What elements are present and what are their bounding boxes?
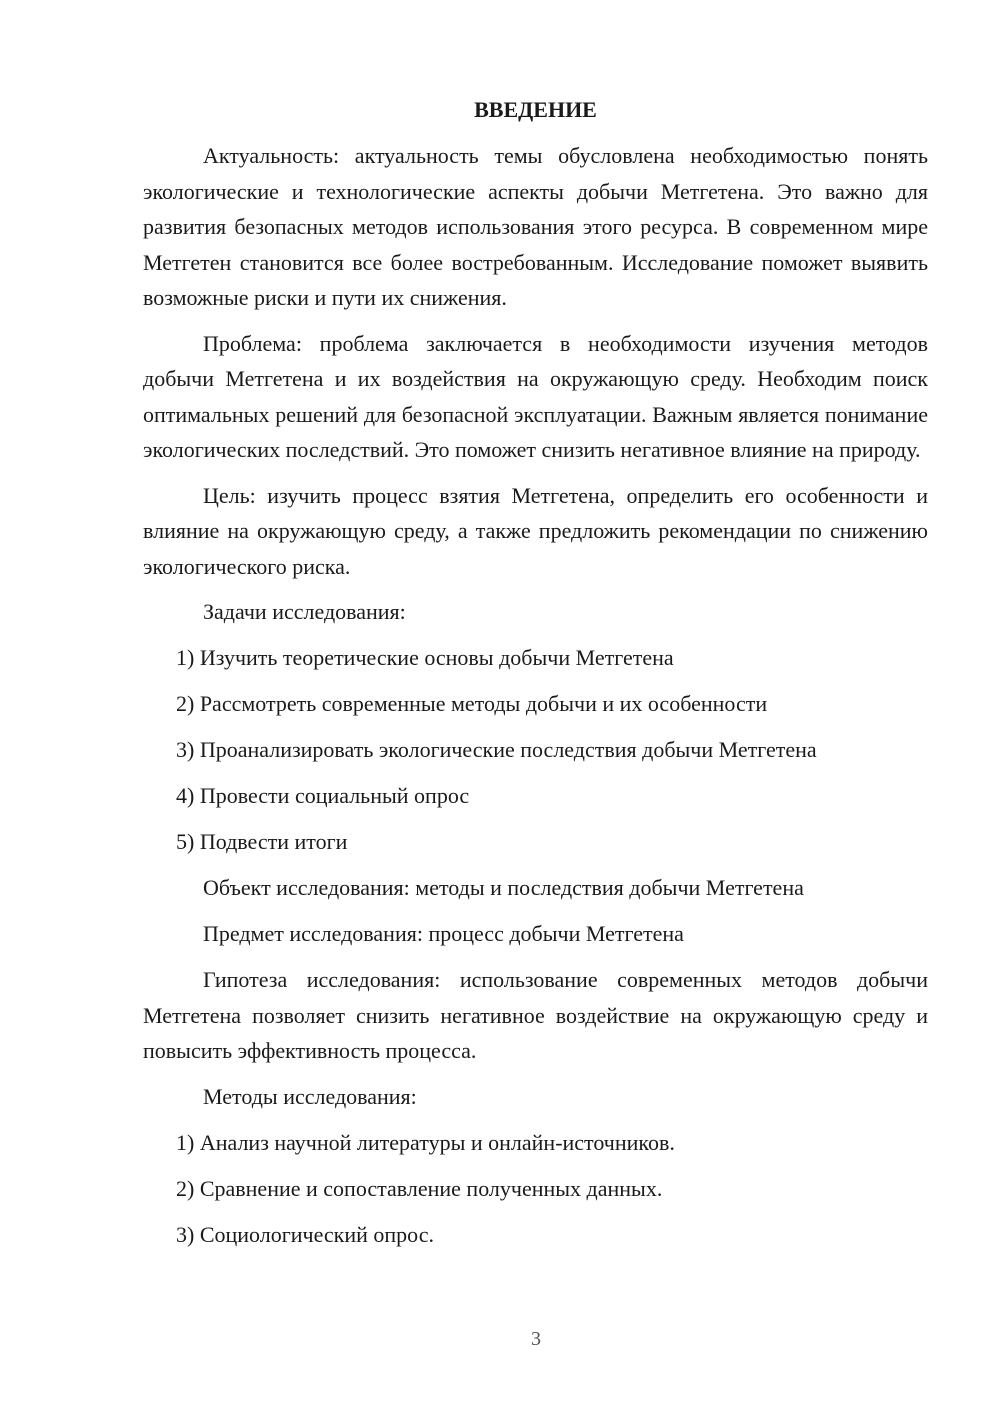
list-item: 2) Сравнение и сопоставление полученных данных. [176, 1175, 663, 1201]
list-item: 5) Подвести итоги [176, 829, 348, 854]
research-object: Объект исследования: методы и последствия добычи Метгетена [203, 875, 804, 900]
list-item: 1) Изучить теоретические основы добычи Метгетена [176, 645, 674, 670]
paragraph-goal: Цель: изучить процесс взятия Метгетена, определить его особенности и влияние на окружающую среду, а также предложить рекомендации по снижению экологического риска. [143, 482, 928, 579]
list-item: 2) Рассмотреть современные методы добычи и их особенности [176, 691, 768, 716]
list-item: 1) Анализ научной литературы и онлайн-источников. [176, 1129, 675, 1155]
list-item: 4) Провести социальный опрос [176, 783, 470, 808]
list-item: 3) Проанализировать экологические последствия добычи Метгетена [176, 737, 817, 762]
paragraph-hypothesis: Гипотеза исследования: использование современных методов добычи Метгетена позволяет снизить негативное воздействие на окружающую среду и повысить эффективность процесса. [143, 967, 928, 1063]
page-content [143, 92, 928, 1263]
methods-heading: Методы исследования: [203, 1083, 417, 1109]
section-title: ВВЕДЕНИЕ [474, 97, 597, 122]
tasks-list [143, 640, 928, 860]
page-number: 3 [531, 1328, 541, 1350]
paragraph-relevance: Актуальность: актуальность темы обусловлена необходимостью понять экологические и технологические аспекты добычи Метгетена. Это важно для развития безопасных методов использования этого ресурса. В современном мире Метгетен становится все более востребованным. Исследование поможет выявить возможные риски и пути их снижения. [143, 143, 928, 310]
tasks-heading: Задачи исследования: [203, 599, 406, 624]
paragraph-problem: Проблема: проблема заключается в необходимости изучения методов добычи Метгетена и их воздействия на окружающую среду. Необходим поиск оптимальных решений для безопасной эксплуатации. Важным является понимание экологических последствий. Это поможет снизить негативное влияние на природу. [143, 330, 928, 462]
list-item: 3) Социологический опрос. [176, 1221, 434, 1247]
research-subject: Предмет исследования: процесс добычи Метгетена [203, 921, 684, 946]
methods-list [143, 1125, 928, 1253]
